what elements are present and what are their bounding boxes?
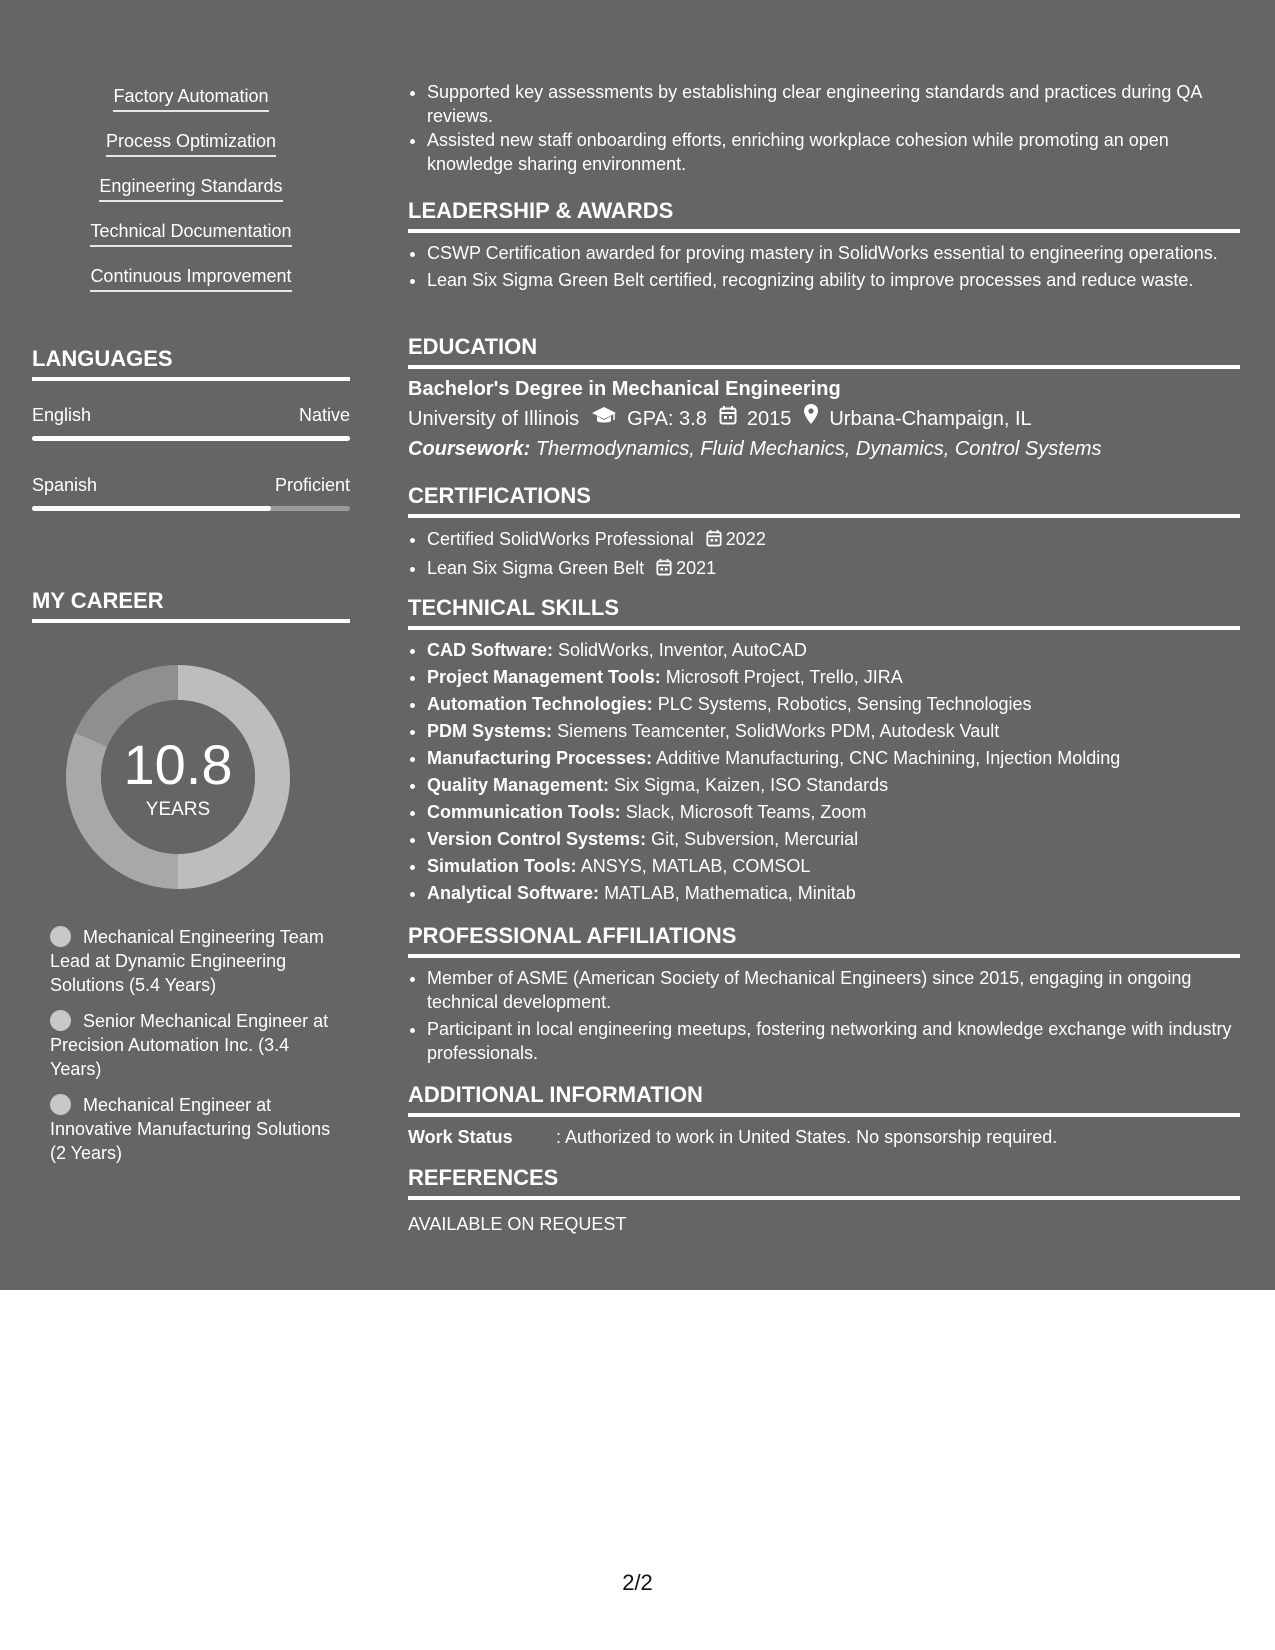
skill-tag: Engineering Standards <box>99 174 282 202</box>
technical-skills-heading: TECHNICAL SKILLS <box>408 594 1240 630</box>
tech-skill-item <box>427 826 1240 853</box>
language-proficiency-fill <box>32 436 350 441</box>
additional-info-heading: ADDITIONAL INFORMATION <box>408 1081 1240 1117</box>
tech-skill-value: Siemens Teamcenter, SolidWorks PDM, Autodesk Vault <box>557 721 1000 741</box>
page-number: 2/2 <box>622 1570 653 1595</box>
language-name: English <box>32 405 92 425</box>
certification-name: Lean Six Sigma Green Belt <box>427 558 645 578</box>
location-pin-icon <box>803 403 819 434</box>
affiliation-item: • Participant in local engineering meetups, fostering networking and knowledge exchange with industry professionals. <box>427 1017 1240 1065</box>
work-status-label: Work Status <box>408 1127 513 1147</box>
coursework-label: Coursework: <box>408 438 531 460</box>
tech-skill-label: Manufacturing Processes: <box>427 748 653 768</box>
affiliations-section <box>408 922 1240 1065</box>
career-years-label: YEARS <box>145 799 211 820</box>
work-status-row <box>408 1125 1240 1149</box>
certification-item <box>427 555 1240 584</box>
career-item <box>50 925 340 997</box>
degree-title: Bachelor's Degree in Mechanical Engineering <box>408 378 841 400</box>
tech-skill-item <box>427 880 1240 907</box>
certification-name: Certified SolidWorks Professional <box>427 529 694 549</box>
tech-skill-label: Communication Tools: <box>427 802 621 822</box>
tech-skill-value: SolidWorks, Inventor, AutoCAD <box>558 640 807 660</box>
career-item-text: Mechanical Engineer at Innovative Manufacturing Solutions (2 Years) <box>50 1095 331 1163</box>
coursework <box>408 434 1240 464</box>
tech-skill-value: Additive Manufacturing, CNC Machining, Injection Molding <box>656 748 1121 768</box>
tech-skill-item <box>427 853 1240 880</box>
gpa: GPA: 3.8 <box>627 407 707 430</box>
references-section <box>408 1164 1240 1236</box>
tech-skill-value: ANSYS, MATLAB, COMSOL <box>580 856 811 876</box>
tech-skill-item <box>427 718 1240 745</box>
languages-heading: LANGUAGES <box>32 345 350 381</box>
career-item-text: Mechanical Engineering Team Lead at Dynamic Engineering Solutions (5.4 Years) <box>50 927 324 995</box>
experience-bullet: • Supported key assessments by establishing clear engineering standards and practices during QA reviews. <box>427 80 1240 128</box>
language-spanish <box>32 473 350 511</box>
tech-skill-label: Simulation Tools: <box>427 856 577 876</box>
calendar-icon <box>706 528 722 555</box>
leadership-heading: LEADERSHIP & AWARDS <box>408 197 1240 233</box>
certifications-heading: CERTIFICATIONS <box>408 482 1240 518</box>
language-level: Proficient <box>274 475 350 495</box>
work-status-value: : Authorized to work in United States. No sponsorship required. <box>556 1127 1058 1147</box>
calendar-icon <box>656 557 672 584</box>
school-name: University of Illinois <box>408 407 580 430</box>
certification-year: 2021 <box>676 558 717 578</box>
bullet-dot-icon <box>50 1094 71 1115</box>
leadership-item: • Lean Six Sigma Green Belt certified, recognizing ability to improve processes and reduce waste. <box>427 268 1240 292</box>
leadership-item: • CSWP Certification awarded for proving mastery in SolidWorks essential to engineering operations. <box>427 241 1240 265</box>
calendar-icon <box>719 404 737 434</box>
tech-skill-item <box>427 799 1240 826</box>
certification-item <box>427 526 1240 555</box>
certification-year: 2022 <box>725 529 766 549</box>
tech-skill-value: Slack, Microsoft Teams, Zoom <box>625 802 867 822</box>
coursework-list: Thermodynamics, Fluid Mechanics, Dynamics, Control Systems <box>535 438 1102 460</box>
additional-info-section <box>408 1081 1240 1149</box>
language-level: Native <box>298 405 350 425</box>
bullet-dot-icon <box>50 1010 71 1031</box>
affiliation-item: • Member of ASME (American Society of Mechanical Engineers) since 2015, engaging in ongoing technical development. <box>427 966 1240 1014</box>
tech-skill-item <box>427 664 1240 691</box>
tech-skill-label: Analytical Software: <box>427 883 600 903</box>
skill-tag: Continuous Improvement <box>90 264 291 292</box>
tech-skill-label: Version Control Systems: <box>427 829 647 849</box>
language-english <box>32 403 350 441</box>
graduation-cap-icon <box>591 404 617 434</box>
tech-skill-value: Six Sigma, Kaizen, ISO Standards <box>614 775 889 795</box>
tech-skill-item <box>427 772 1240 799</box>
language-proficiency-bar <box>32 436 350 441</box>
career-donut-chart <box>66 665 290 889</box>
bullet-dot-icon <box>50 926 71 947</box>
tech-skill-item <box>427 691 1240 718</box>
career-item <box>50 1009 340 1081</box>
language-proficiency-bar <box>32 506 350 511</box>
tech-skill-value: MATLAB, Mathematica, Minitab <box>604 883 856 903</box>
tech-skill-value: PLC Systems, Robotics, Sensing Technologies <box>657 694 1032 714</box>
references-text: AVAILABLE ON REQUEST <box>408 1214 627 1234</box>
tech-skill-item <box>427 745 1240 772</box>
career-heading: MY CAREER <box>32 587 350 623</box>
leadership-section <box>408 197 1240 292</box>
graduation-year: 2015 <box>746 407 792 430</box>
tech-skill-label: CAD Software: <box>427 640 554 660</box>
education-details <box>408 403 1240 434</box>
affiliations-heading: PROFESSIONAL AFFILIATIONS <box>408 922 1240 958</box>
tech-skill-item <box>427 637 1240 664</box>
technical-skills-section <box>408 594 1240 907</box>
career-total-years: 10.8 <box>123 733 233 796</box>
career-item <box>50 1093 340 1165</box>
references-heading: REFERENCES <box>408 1164 1240 1200</box>
school-location: Urbana-Champaign, IL <box>829 407 1032 430</box>
experience-bullet: • Assisted new staff onboarding efforts, enriching workplace cohesion while promoting an open knowledge sharing environment. <box>427 128 1240 176</box>
language-name: Spanish <box>32 475 98 495</box>
career-item-text: Senior Mechanical Engineer at Precision Automation Inc. (3.4 Years) <box>50 1011 329 1079</box>
career-list <box>50 925 340 1177</box>
tech-skill-label: Automation Technologies: <box>427 694 653 714</box>
skills-list <box>32 84 350 309</box>
education-heading: EDUCATION <box>408 333 1240 369</box>
skill-tag: Process Optimization <box>106 129 276 157</box>
tech-skill-value: Microsoft Project, Trello, JIRA <box>665 667 903 687</box>
language-proficiency-fill <box>32 506 271 511</box>
certifications-section <box>408 482 1240 584</box>
skill-tag: Factory Automation <box>113 84 268 112</box>
experience-continued <box>408 80 1240 176</box>
tech-skill-value: Git, Subversion, Mercurial <box>651 829 859 849</box>
skill-tag: Technical Documentation <box>90 219 291 247</box>
tech-skill-label: Quality Management: <box>427 775 610 795</box>
education-section <box>408 333 1240 464</box>
tech-skill-label: PDM Systems: <box>427 721 553 741</box>
tech-skill-label: Project Management Tools: <box>427 667 661 687</box>
